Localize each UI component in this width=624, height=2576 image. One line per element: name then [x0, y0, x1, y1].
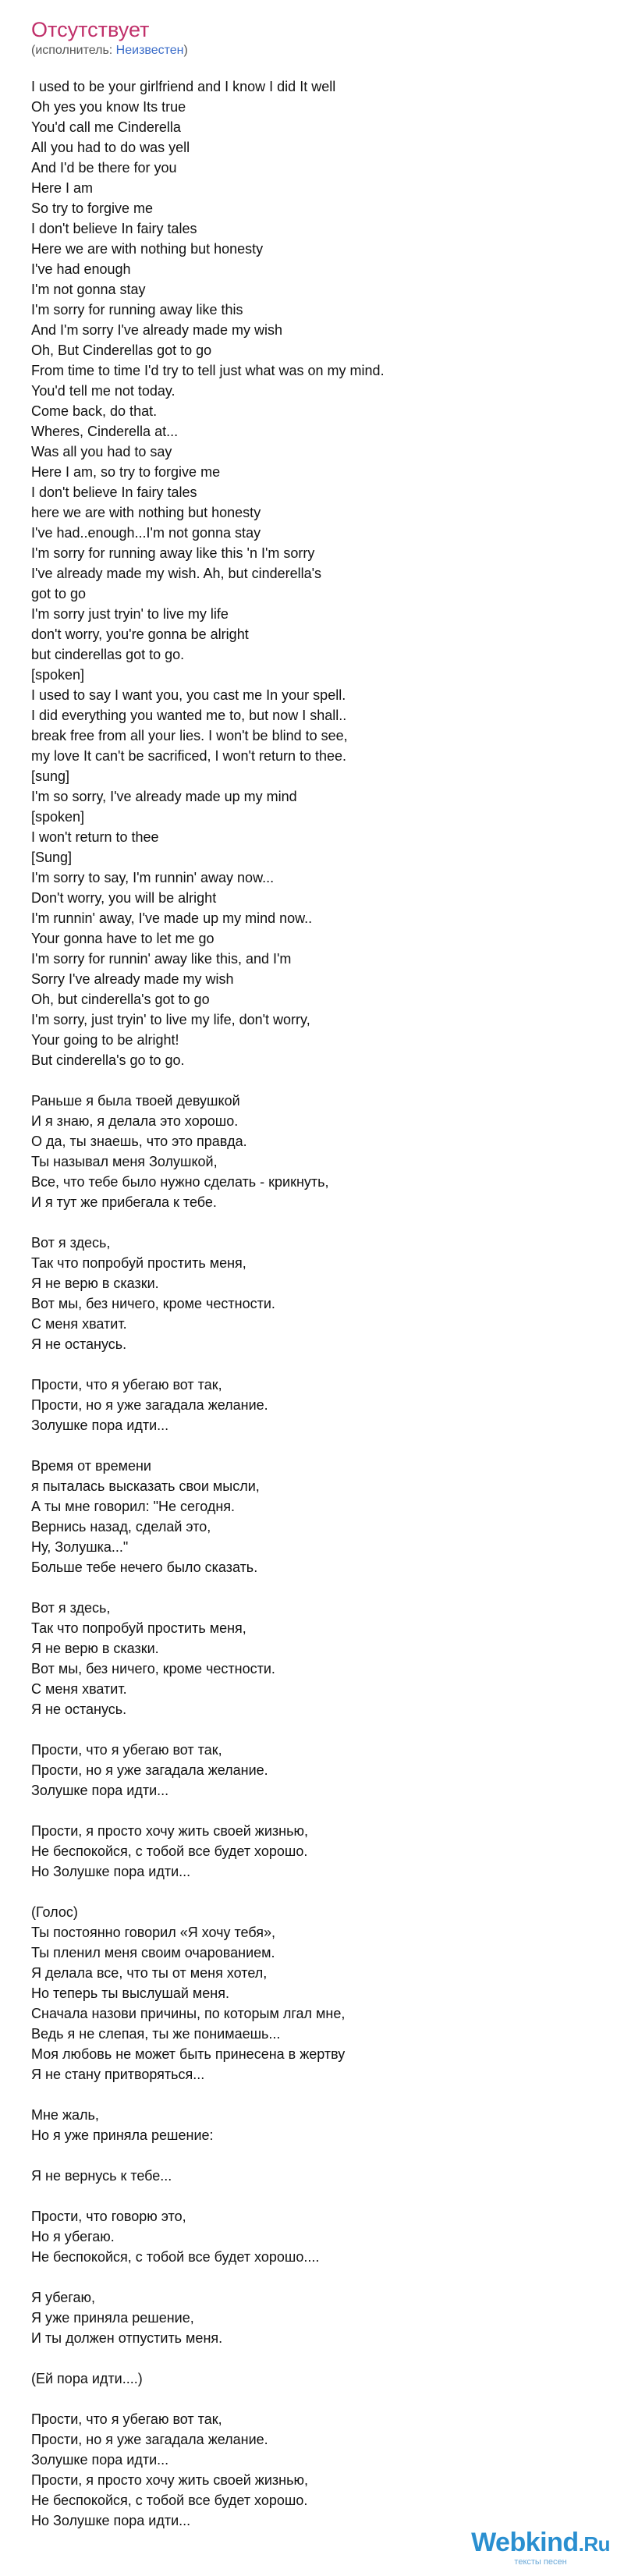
lyric-line: Oh, But Cinderellas got to go — [31, 342, 212, 358]
lyric-line: Не беспокойся, с тобой все будет хорошо. — [31, 2493, 308, 2508]
lyric-line — [31, 1801, 593, 1821]
lyric-line — [31, 1577, 593, 1598]
lyric-line: Золушке пора идти... — [31, 2452, 169, 2468]
lyric-line: my love It can't be sacrificed, I won't return to thee. — [31, 748, 347, 764]
lyric-line: Но я уже приняла решение: — [31, 2127, 214, 2143]
lyric-line: Раньше я была твоей девушкой — [31, 1093, 240, 1109]
lyric-line: I'm sorry just tryin' to live my life — [31, 606, 229, 622]
lyric-line: You'd tell me not today. — [31, 383, 176, 399]
artist-link[interactable]: Неизвестен — [115, 44, 184, 58]
lyric-line: break free from all your lies. I won't be blind to see, — [31, 728, 348, 743]
lyric-line: I'm runnin' away, I've made up my mind now.. — [31, 910, 313, 926]
lyric-line: Я убегаю, — [31, 2290, 96, 2305]
lyric-line: [spoken] — [31, 667, 85, 683]
lyric-line: Вот я здесь, — [31, 1600, 111, 1616]
lyric-line: Come back, do that. — [31, 403, 158, 419]
lyric-line: Так что попробуй простить меня, — [31, 1255, 246, 1271]
lyric-line: Я не останусь. — [31, 1701, 127, 1717]
lyric-line: Wheres, Cinderella at... — [31, 424, 179, 439]
lyric-line: here we are with nothing but honesty — [31, 505, 261, 520]
artist-prefix: (исполнитель: — [31, 44, 116, 58]
artist-suffix: ) — [183, 44, 188, 58]
lyric-line: I won't return to thee — [31, 829, 159, 845]
lyric-line: (Ей пора идти....) — [31, 2371, 143, 2386]
lyric-line — [31, 2186, 593, 2206]
lyric-line: Вот мы, без ничего, кроме честности. — [31, 1661, 275, 1677]
lyric-line — [31, 1719, 593, 1740]
lyric-line: but cinderellas got to go. — [31, 647, 185, 662]
lyric-line: Прости, я просто хочу жить своей жизнью, — [31, 2472, 308, 2488]
lyrics-text — [31, 76, 593, 2531]
lyric-line: Вернись назад, сделай это, — [31, 1519, 211, 1535]
artist-line — [31, 44, 188, 58]
lyric-line — [31, 1212, 593, 1233]
lyric-line: Я уже приняла решение, — [31, 2310, 194, 2326]
lyric-line: Прости, что говорю это, — [31, 2209, 186, 2224]
lyric-line: Мне жаль, — [31, 2107, 99, 2123]
lyric-line: Sorry I've already made my wish — [31, 971, 234, 987]
lyric-line: Я не вернусь к тебе... — [31, 2168, 172, 2184]
lyric-line: I'm so sorry, I've already made up my mind — [31, 789, 297, 804]
song-header — [31, 17, 188, 58]
lyric-line: Золушке пора идти... — [31, 1418, 169, 1433]
site-logo[interactable] — [471, 2529, 610, 2567]
lyric-line: Here I am — [31, 180, 94, 196]
lyric-line: Так что попробуй простить меня, — [31, 1620, 246, 1636]
lyric-line: (Голос) — [31, 1904, 78, 1920]
lyric-line: О да, ты знаешь, что это правда. — [31, 1134, 247, 1149]
lyric-line: Was all you had to say — [31, 444, 172, 459]
lyric-line: Oh, but cinderella's got to go — [31, 992, 210, 1007]
lyric-line: [Sung] — [31, 850, 73, 865]
lyric-line: Вот я здесь, — [31, 1235, 111, 1251]
lyric-line: Золушке пора идти... — [31, 1783, 169, 1798]
lyric-line — [31, 2267, 593, 2287]
lyric-line: But cinderella's go to go. — [31, 1052, 185, 1068]
lyric-line: Прости, но я уже загадала желание. — [31, 2432, 268, 2447]
lyric-line: Я не останусь. — [31, 1336, 127, 1352]
lyric-line — [31, 2348, 593, 2368]
lyric-line: From time to time I'd try to tell just what was on my mind. — [31, 363, 385, 378]
lyric-line: Your gonna have to let me go — [31, 931, 214, 946]
lyric-line: Прости, но я уже загадала желание. — [31, 1397, 268, 1413]
lyric-line: Моя любовь не может быть принесена в жертву — [31, 2046, 346, 2062]
lyric-line — [31, 2145, 593, 2166]
song-title: Отсутствует — [31, 18, 150, 41]
lyric-line: Ну, Золушка..." — [31, 1539, 129, 1555]
lyric-line: [spoken] — [31, 809, 85, 825]
lyric-line — [31, 1882, 593, 1902]
lyric-line: Прости, я просто хочу жить своей жизнью, — [31, 1823, 308, 1839]
lyric-line — [31, 2389, 593, 2409]
lyric-line: I'm sorry for running away like this 'n I'm sorry — [31, 545, 315, 561]
lyric-line: I don't believe In fairy tales — [31, 484, 197, 500]
lyric-line: Но Золушке пора идти... — [31, 2513, 191, 2528]
lyric-line: С меня хватит. — [31, 1681, 127, 1697]
lyric-line: Я не верю в сказки. — [31, 1276, 159, 1291]
lyric-line: я пыталась высказать свои мысли, — [31, 1478, 260, 1494]
lyric-line — [31, 2085, 593, 2105]
lyric-line: Прости, что я убегаю вот так, — [31, 2411, 222, 2427]
lyric-line: Oh yes you know Its true — [31, 99, 186, 115]
lyric-line — [31, 1354, 593, 1375]
lyric-line: I've had..enough...I'm not gonna stay — [31, 525, 261, 541]
lyric-line: And I'd be there for you — [31, 160, 177, 176]
lyric-line — [31, 1070, 593, 1091]
lyric-line: I'm not gonna stay — [31, 282, 146, 297]
lyric-line: All you had to do was yell — [31, 140, 190, 155]
lyric-line: Ты называл меня Золушкой, — [31, 1154, 218, 1169]
lyric-line: Here we are with nothing but honesty — [31, 241, 264, 257]
lyric-line: Ты пленил меня своим очарованием. — [31, 1945, 275, 1960]
lyric-line: И я тут же прибегала к тебе. — [31, 1194, 217, 1210]
lyric-line: I used to be your girlfriend and I know I did It well — [31, 79, 336, 94]
lyric-line: Don't worry, you will be alright — [31, 890, 217, 906]
lyric-line: Прости, что я убегаю вот так, — [31, 1742, 222, 1758]
lyric-line: Не беспокойся, с тобой все будет хорошо.... — [31, 2249, 320, 2265]
lyric-line: got to go — [31, 586, 87, 601]
lyric-line: Ведь я не слепая, ты же понимаешь... — [31, 2026, 281, 2042]
lyric-line: Не беспокойся, с тобой все будет хорошо. — [31, 1843, 308, 1859]
lyric-line: Все, что тебе было нужно сделать - крикнуть, — [31, 1174, 329, 1190]
lyric-line: I'm sorry for running away like this — [31, 302, 243, 318]
lyric-line — [31, 1435, 593, 1456]
lyric-line: You'd call me Cinderella — [31, 119, 181, 135]
lyric-line: [sung] — [31, 768, 70, 784]
lyric-line: So try to forgive me — [31, 200, 154, 216]
lyric-line: Прости, но я уже загадала желание. — [31, 1762, 268, 1778]
lyric-line: Больше тебе нечего было сказать. — [31, 1559, 258, 1575]
lyric-line: Но Золушке пора идти... — [31, 1864, 191, 1879]
lyric-line: Your going to be alright! — [31, 1032, 179, 1048]
lyric-line: И ты должен отпустить меня. — [31, 2330, 223, 2346]
lyric-line: Я делала все, что ты от меня хотел, — [31, 1965, 268, 1981]
logo-tagline: тексты песен — [514, 2557, 567, 2567]
lyric-line: Прости, что я убегаю вот так, — [31, 1377, 222, 1393]
lyric-line: Here I am, so try to forgive me — [31, 464, 221, 480]
lyric-line: Я не верю в сказки. — [31, 1641, 159, 1656]
lyric-line: Я не стану притворяться... — [31, 2067, 205, 2082]
lyric-line: I've already made my wish. Ah, but cinderella's — [31, 566, 322, 581]
lyric-line: Сначала назови причины, по которым лгал мне, — [31, 2006, 346, 2021]
lyric-line: I'm sorry for runnin' away like this, and I'm — [31, 951, 292, 967]
lyric-line: Ты постоянно говорил «Я хочу тебя», — [31, 1925, 276, 1940]
lyric-line: I used to say I want you, you cast me In your spell. — [31, 687, 346, 703]
lyric-line: I'm sorry to say, I'm runnin' away now... — [31, 870, 275, 885]
lyric-line: don't worry, you're gonna be alright — [31, 626, 249, 642]
lyric-line: Вот мы, без ничего, кроме честности. — [31, 1296, 275, 1311]
logo-wordmark: Webkind.Ru — [471, 2528, 610, 2557]
lyric-line: С меня хватит. — [31, 1316, 127, 1332]
lyric-line: And I'm sorry I've already made my wish — [31, 322, 282, 338]
lyric-line: I did everything you wanted me to, but now I shall.. — [31, 708, 347, 723]
lyric-line: А ты мне говорил: "Не сегодня. — [31, 1499, 236, 1514]
lyric-line: Но теперь ты выслушай меня. — [31, 1985, 229, 2001]
lyric-line: Но я убегаю. — [31, 2229, 115, 2244]
lyric-line: I'm sorry, just tryin' to live my life, don't worry, — [31, 1012, 310, 1027]
lyric-line: Время от времени — [31, 1458, 151, 1474]
lyric-line: I've had enough — [31, 261, 131, 277]
lyric-line: И я знаю, я делала это хорошо. — [31, 1113, 239, 1129]
lyric-line: I don't believe In fairy tales — [31, 221, 197, 236]
